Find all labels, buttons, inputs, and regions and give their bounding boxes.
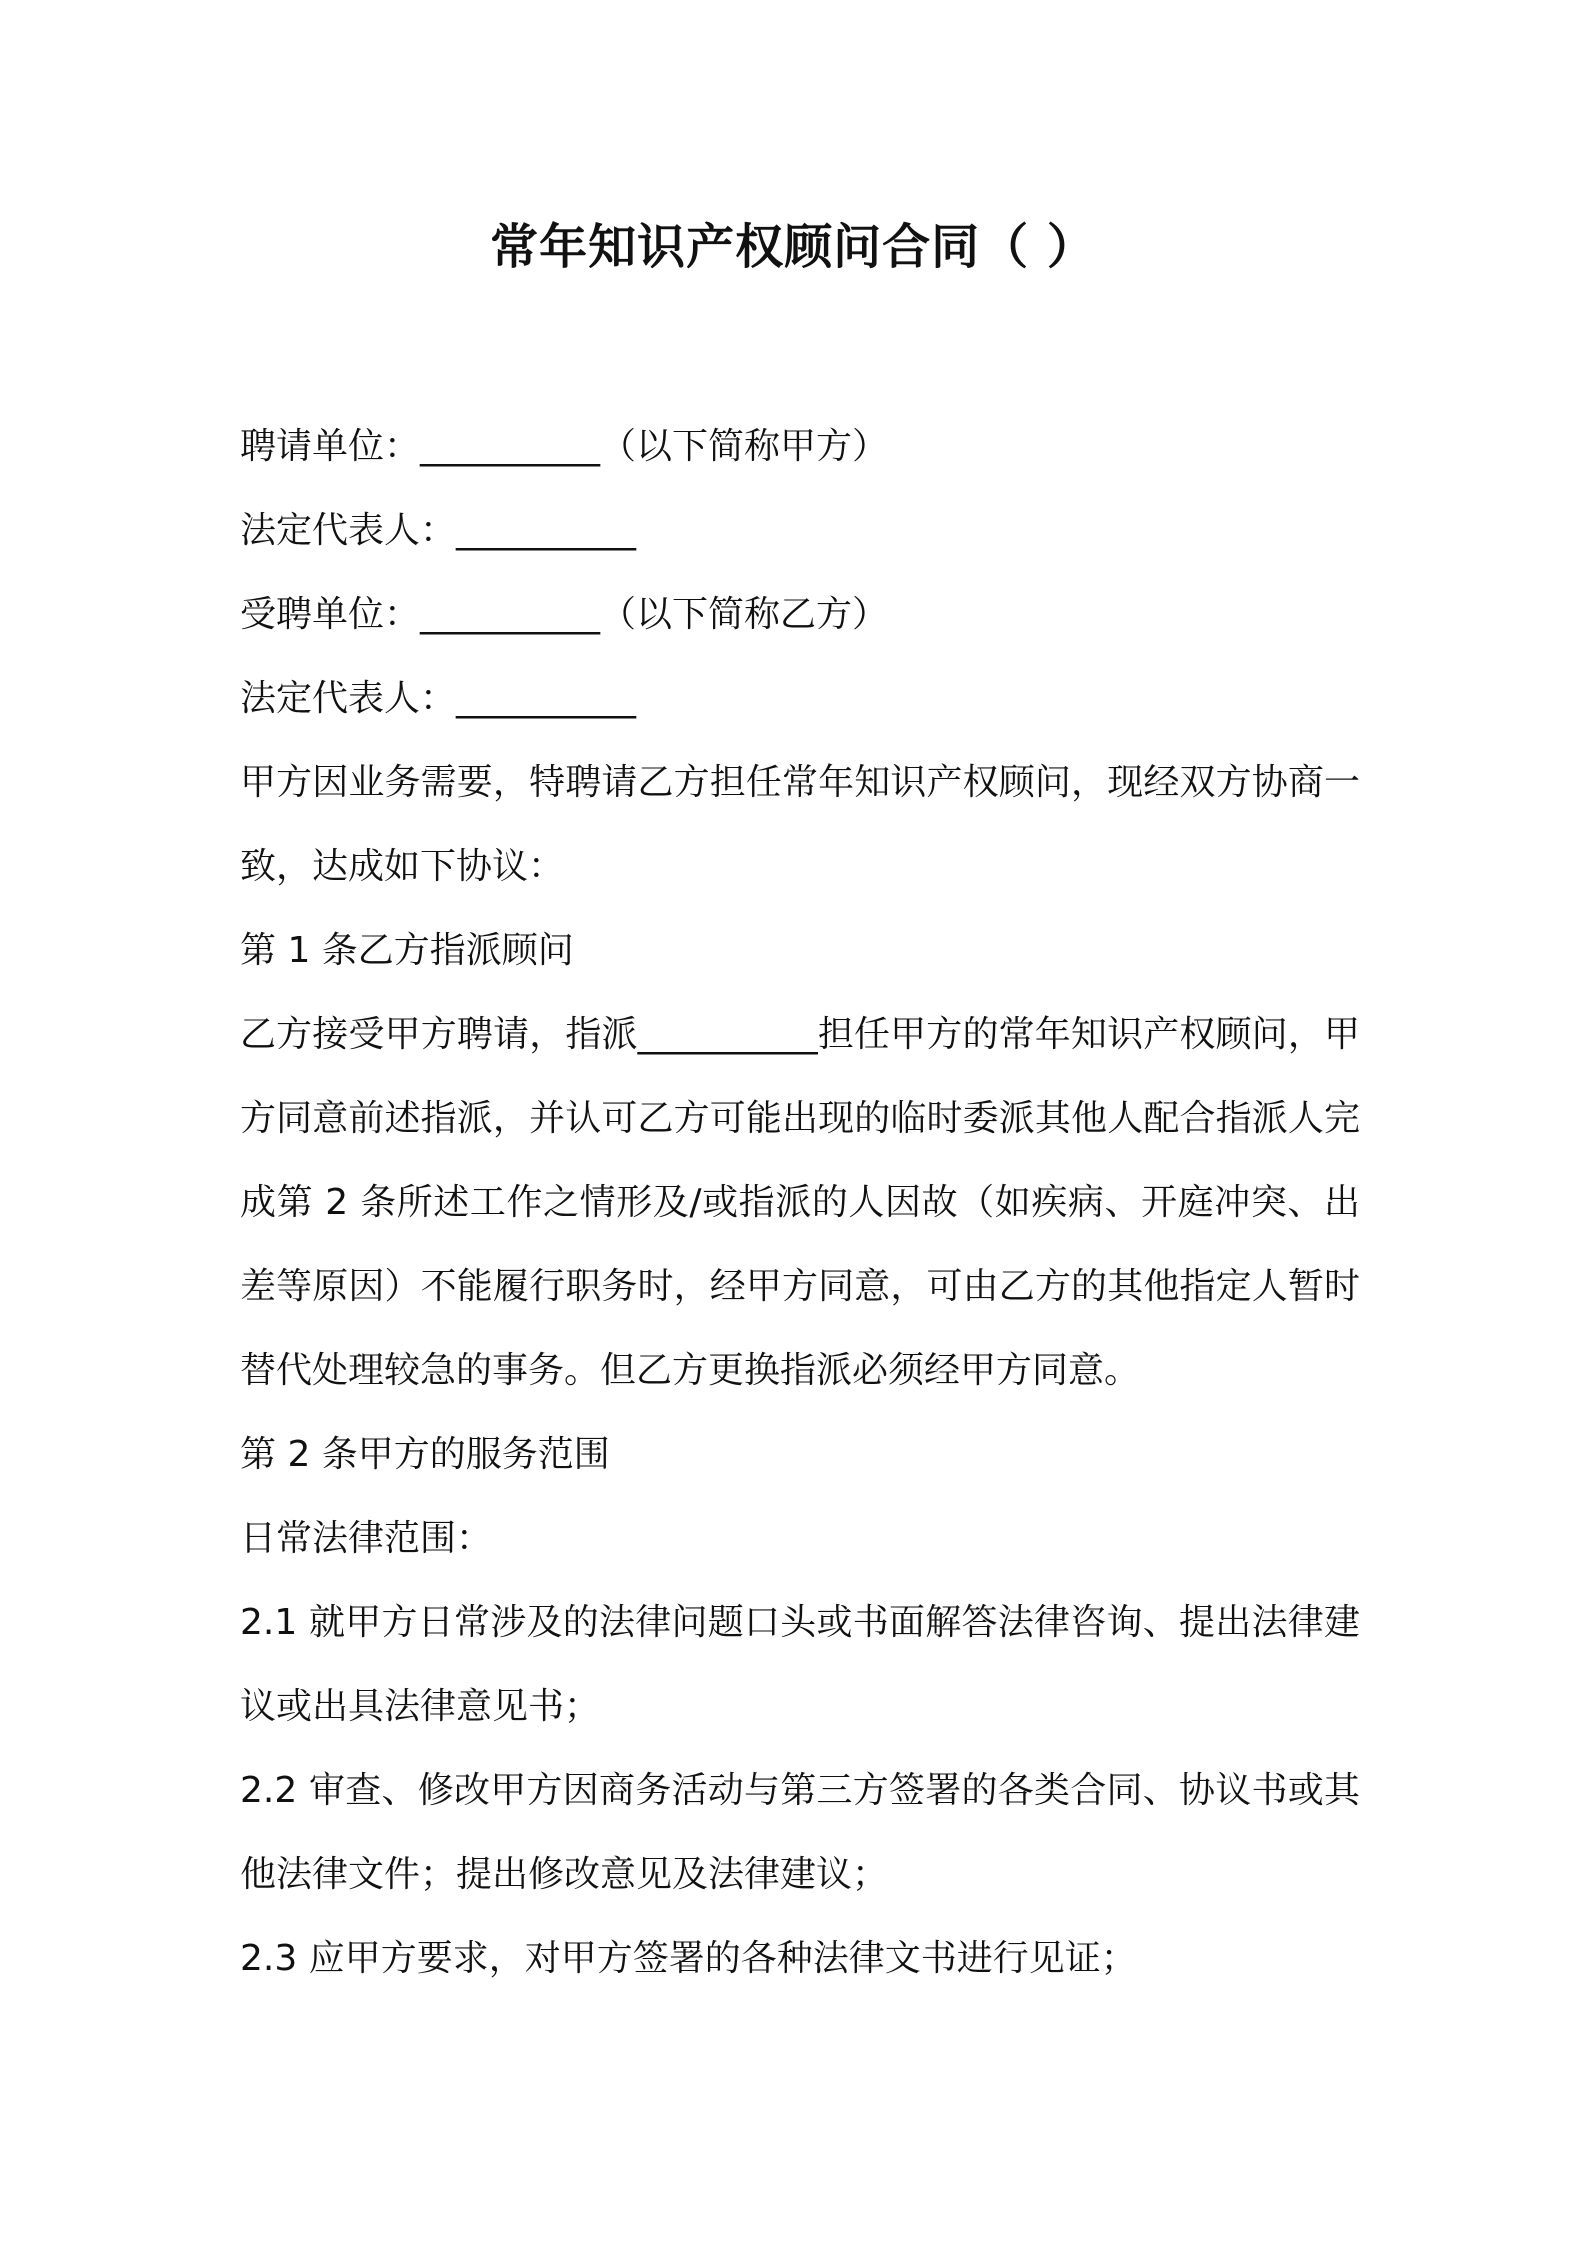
article-2-item: 2.2 审查、修改甲方因商务活动与第三方签署的各类合同、协议书或其他法律文件；提出修改意见及法律建议； — [240, 1770, 1360, 1895]
article-2-item: 2.1 就甲方日常涉及的法律问题口头或书面解答法律咨询、提出法律建议或出具法律意见书； — [240, 1602, 1360, 1727]
document-body — [240, 405, 1360, 2001]
article-1-text: 乙方接受甲方聘请，指派__________担任甲方的常年知识产权顾问，甲方同意前述指派，并认可乙方可能出现的临时委派其他人配合指派人完成第 2 条所述工作之情形及/或指派的人因故（如疾病、开庭冲突、出差等原因）不能履行职务时，经甲方同意，可由乙方的其他指定人暂时替代处理较急的事务。但乙方更换指派必须经甲方同意。 — [240, 1014, 1360, 1391]
intro-paragraph: 甲方因业务需要，特聘请乙方担任常年知识产权顾问，现经双方协商一致，达成如下协议： — [240, 762, 1360, 887]
party-employer-representative: 法定代表人：__________ — [240, 510, 637, 551]
party-employee-representative: 法定代表人：__________ — [240, 678, 637, 719]
party-employer: 聘请单位：__________（以下简称甲方） — [240, 426, 889, 467]
article-1-heading: 第 1 条乙方指派顾问 — [240, 930, 574, 971]
article-2-item: 2.3 应甲方要求，对甲方签署的各种法律文书进行见证； — [240, 1938, 1137, 1979]
article-2-subheading: 日常法律范围： — [240, 1518, 493, 1559]
party-employee: 受聘单位：__________（以下简称乙方） — [240, 594, 889, 635]
article-2-heading: 第 2 条甲方的服务范围 — [240, 1434, 610, 1475]
document-title: 常年知识产权顾问合同（ ） — [490, 219, 1096, 275]
